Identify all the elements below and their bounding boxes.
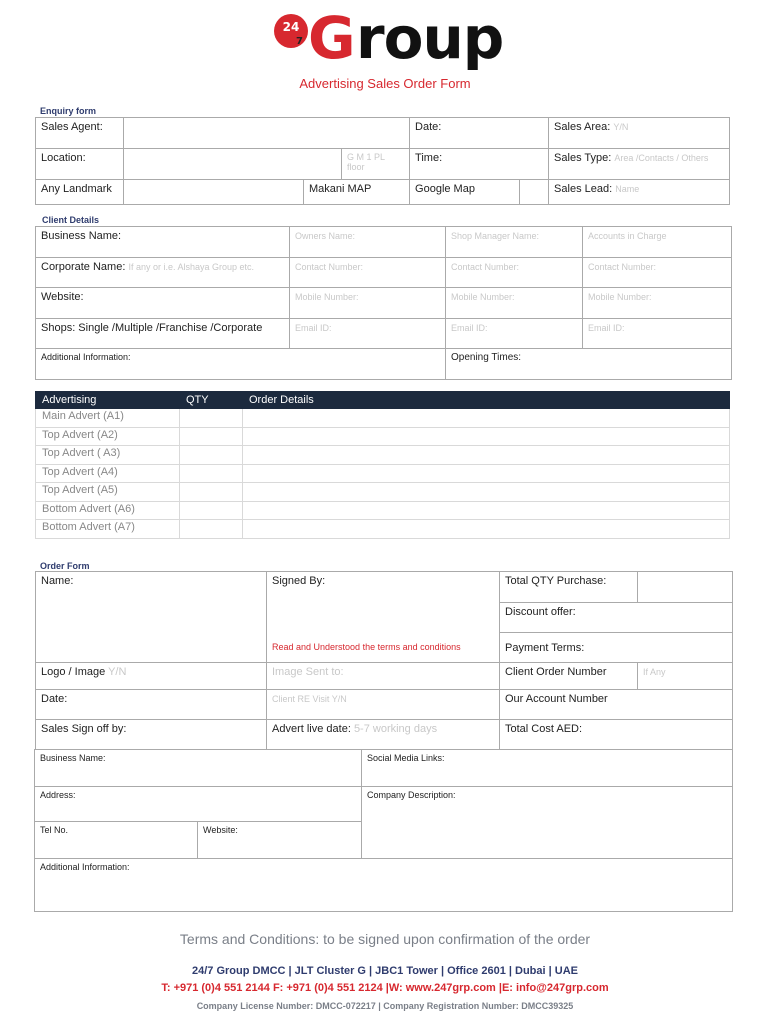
advert-details[interactable] [243,409,730,428]
order-section-label: Order Form [40,561,90,571]
sales-agent-field[interactable] [124,118,410,149]
contact-number-3[interactable]: Contact Number: [583,258,732,288]
sales-lead-field[interactable]: Sales Lead: Name [549,180,730,205]
advert-row [36,501,730,520]
payment-terms-field[interactable]: Payment Terms: [500,633,733,663]
advertising-header: Advertising [36,392,180,409]
google-map-field[interactable]: Google Map [410,180,520,205]
image-sent-field[interactable]: Image Sent to: [267,663,500,690]
logo-24: 24 [282,20,300,34]
advert-details[interactable] [243,520,730,539]
signed-by-field[interactable]: Signed By: [267,572,500,633]
time-field[interactable]: Time: [410,149,549,180]
advert-qty[interactable] [180,446,243,465]
client-table [35,226,732,380]
additional-info-field[interactable]: Additional Information: [36,349,446,380]
discount-field[interactable]: Discount offer: [500,603,733,633]
logo-7: 7 [296,36,303,47]
qty-header: QTY [180,392,243,409]
business-table [34,749,733,912]
advert-qty[interactable] [180,464,243,483]
accounts-field[interactable]: Accounts in Charge [583,227,732,258]
advertising-table [35,391,730,539]
enquiry-section-label: Enquiry form [40,106,97,116]
advert-label: Bottom Advert (A6) [36,501,180,520]
advert-label: Top Advert ( A3) [36,446,180,465]
advert-details[interactable] [243,483,730,502]
advert-label: Top Advert (A2) [36,427,180,446]
client-order-label: Client Order Number [500,663,638,690]
mobile-number-3[interactable]: Mobile Number: [583,288,732,319]
advert-row [36,409,730,428]
terms-read-field[interactable]: Read and Understood the terms and conditions [267,633,500,663]
logo-roup: roup [356,4,504,72]
mobile-number-2[interactable]: Mobile Number: [446,288,583,319]
advert-row [36,427,730,446]
owners-name-field[interactable]: Owners Name: [290,227,446,258]
business-name-field[interactable]: Business Name: [35,750,362,787]
website-field[interactable]: Website: [36,288,290,319]
date-field[interactable]: Date: [410,118,549,149]
company-registration: Company License Number: DMCC-072217 | Company Registration Number: DMCC39325 [196,1001,574,1011]
google-map-value[interactable] [520,180,549,205]
company-description-field[interactable]: Company Description: [362,787,733,859]
advert-row [36,446,730,465]
sales-type-field[interactable]: Sales Type: Area /Contacts / Others [549,149,730,180]
advert-qty[interactable] [180,501,243,520]
shops-field[interactable]: Shops: Single /Multiple /Franchise /Corporate [36,319,290,349]
tel-field[interactable]: Tel No. [35,822,198,859]
business-name-label: Business Name: [36,227,290,258]
email-1[interactable]: Email ID: [290,319,446,349]
client-section-label: Client Details [42,215,100,225]
contact-number-2[interactable]: Contact Number: [446,258,583,288]
advert-qty[interactable] [180,409,243,428]
logo-image-field[interactable]: Logo / Image Y/N [36,663,267,690]
name-field[interactable]: Name: [36,572,267,663]
advert-row [36,520,730,539]
business-website-field[interactable]: Website: [198,822,362,859]
terms-note: Terms and Conditions: to be signed upon confirmation of the order [179,931,591,947]
total-qty-label: Total QTY Purchase: [500,572,638,603]
advert-qty[interactable] [180,483,243,502]
sales-area-field[interactable]: Sales Area: Y/N [549,118,730,149]
advert-details[interactable] [243,427,730,446]
advert-label: Bottom Advert (A7) [36,520,180,539]
form-title: Advertising Sales Order Form [299,76,471,91]
advert-row [36,483,730,502]
corporate-name-field[interactable]: Corporate Name: If any or i.e. Alshaya Group etc. [36,258,290,288]
landmark-field[interactable] [124,180,304,205]
company-logo [270,4,504,78]
client-revisit-field[interactable]: Client RE Visit Y/N [267,690,500,720]
order-date-field[interactable]: Date: [36,690,267,720]
email-2[interactable]: Email ID: [446,319,583,349]
address-field[interactable]: Address: [35,787,362,822]
location-field[interactable] [124,149,342,180]
enquiry-table [35,117,730,205]
advert-qty[interactable] [180,427,243,446]
contact-number-1[interactable]: Contact Number: [290,258,446,288]
advert-label: Top Advert (A4) [36,464,180,483]
sign-off-field[interactable]: Sales Sign off by: [36,720,267,750]
landmark-label: Any Landmark [36,180,124,205]
advert-row [36,464,730,483]
advert-label: Top Advert (A5) [36,483,180,502]
makani-map-field[interactable]: Makani MAP [304,180,410,205]
order-table [35,571,733,750]
advert-details[interactable] [243,464,730,483]
total-qty-value[interactable] [638,572,733,603]
mobile-number-1[interactable]: Mobile Number: [290,288,446,319]
floor-field[interactable]: G M 1 PL floor [342,149,410,180]
company-contacts: T: +971 (0)4 551 2144 F: +971 (0)4 551 2124 |W: www.247grp.com |E: info@247grp.com [161,982,609,994]
logo-g: G [308,4,356,72]
advert-details[interactable] [243,446,730,465]
advert-label: Main Advert (A1) [36,409,180,428]
client-order-value[interactable]: If Any [638,663,733,690]
advert-qty[interactable] [180,520,243,539]
shop-manager-field[interactable]: Shop Manager Name: [446,227,583,258]
sales-agent-label: Sales Agent: [36,118,124,149]
email-3[interactable]: Email ID: [583,319,732,349]
advert-live-field[interactable]: Advert live date: 5-7 working days [267,720,500,750]
order-details-header: Order Details [243,392,730,409]
location-label: Location: [36,149,124,180]
total-cost-field[interactable]: Total Cost AED: [500,720,733,750]
company-address: 24/7 Group DMCC | JLT Cluster G | JBC1 Tower | Office 2601 | Dubai | UAE [191,965,578,977]
social-media-field[interactable]: Social Media Links: [362,750,733,787]
advert-details[interactable] [243,501,730,520]
business-additional-field[interactable]: Additional Information: [35,859,733,912]
opening-times-field[interactable]: Opening Times: [446,349,732,380]
our-account-field[interactable]: Our Account Number [500,690,733,720]
